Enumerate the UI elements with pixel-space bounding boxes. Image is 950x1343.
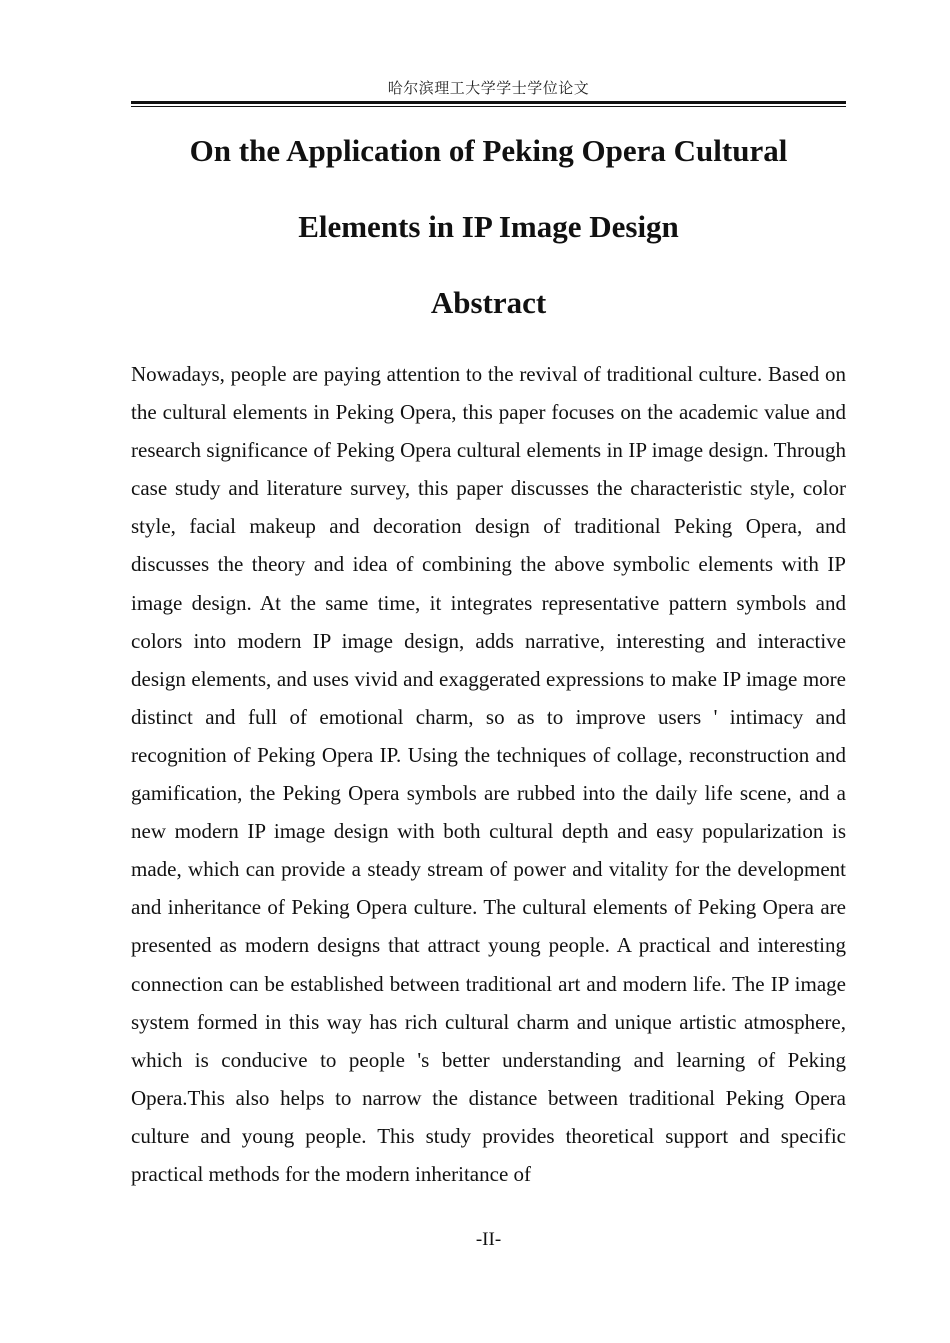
page-number: -II- [475, 1229, 502, 1250]
header-rule-thin [131, 106, 846, 107]
abstract-heading: Abstract [430, 285, 547, 320]
abstract-body: Nowadays, people are paying attention to the revival of traditional culture. Based on the cultural elements in Peking Opera, this paper focuses on the academic value and research significance of Peking Opera cultural elements in IP image design. Through case study and literature survey, this paper discusses the characteristic style, color style, facial makeup and decoration design of traditional Peking Opera, and discusses the theory and idea of combining the above symbolic elements with IP image design. At the same time, it integrates representative pattern symbols and colors into modern IP image design, adds narrative, interesting and interactive design elements, and uses vivid and exaggerated expressions to make IP image more distinct and full of emotional charm, so as to improve users ' intimacy and recognition of Peking Opera IP. Using the techniques of collage, reconstruction and gamification, the Peking Opera symbols are rubbed into the daily life scene, and a new modern IP image design with both cultural depth and easy popularization is made, which can provide a steady stream of power and vitality for the development and inheritance of Peking Opera culture. The cultural elements of Peking Opera are presented as modern designs that attract young people. A practical and interesting connection can be established between traditional art and modern life. The IP image system formed in this way has rich cultural charm and unique artistic atmosphere, which is conducive to people 's better understanding and learning of Peking Opera.This also helps to narrow the distance between traditional Peking Opera culture and young people. This study provides theoretical support and specific practical methods for the modern inheritance of [131, 362, 846, 1186]
paper-title-line-1: On the Application of Peking Opera Cultural [189, 133, 788, 168]
paper-title-line-2: Elements in IP Image Design [298, 209, 679, 244]
header-rule-thick [131, 101, 846, 104]
running-header: 哈尔滨理工大学学士学位论文 [387, 79, 590, 97]
